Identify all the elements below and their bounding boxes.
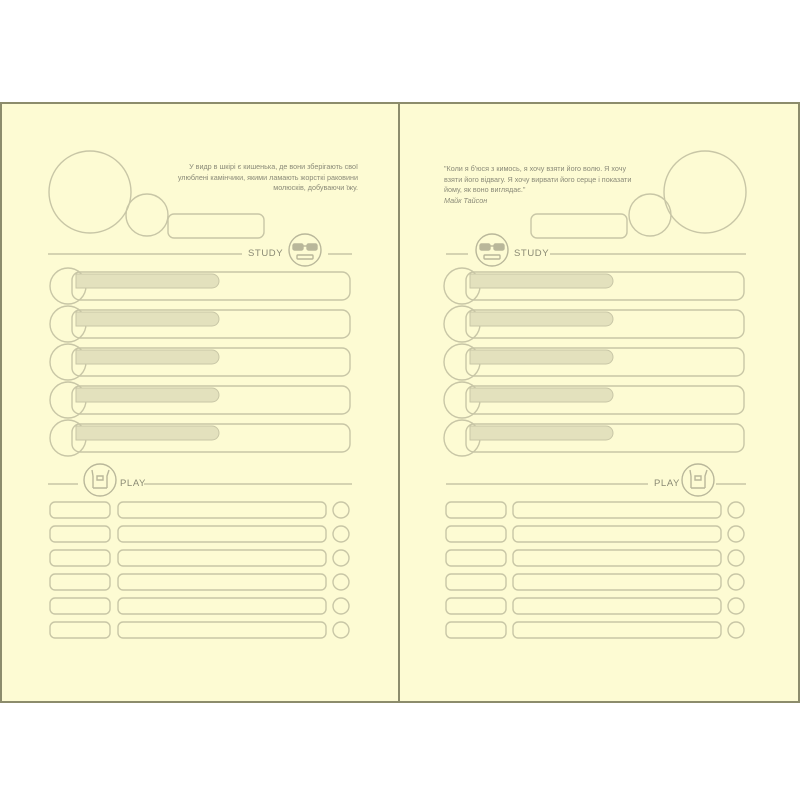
right-quote [444,164,640,206]
rock-hand-icon [84,464,116,496]
right-quote-text: "Коли я б'юся з кимось, я хочу взяти його волю. Я хочу взяти його відвагу. Я хочу вирвати його серце і показати йому, як воно виглядає." [444,164,632,194]
sunglasses-face-icon [289,234,321,266]
header-circle-large [664,151,746,233]
left-page [2,104,398,701]
play-rows [50,502,349,638]
play-section-title: PLAY [654,478,680,489]
study-section-title: STUDY [248,248,284,259]
study-highlights [470,274,613,440]
right-page [400,104,798,701]
left-quote: У видр в шкірі є кишенька, де вони зберігають свої улюблені камінчики, якими ламають жорсткі раковини молюсків, добуваючи їжу. [177,162,358,192]
play-section-title: PLAY [120,478,146,489]
play-rows [446,502,744,638]
left-page-artwork [2,104,398,701]
header-circle-small [126,194,168,236]
sunglasses-face-icon [476,234,508,266]
right-quote-author: Майк Тайсон [444,195,488,205]
study-highlights [76,274,219,440]
header-name-box [168,214,264,238]
study-section-title: STUDY [514,248,550,259]
rock-hand-icon [682,464,714,496]
header-name-box [531,214,627,238]
header-circle-large [49,151,131,233]
notebook-spread [0,102,800,703]
